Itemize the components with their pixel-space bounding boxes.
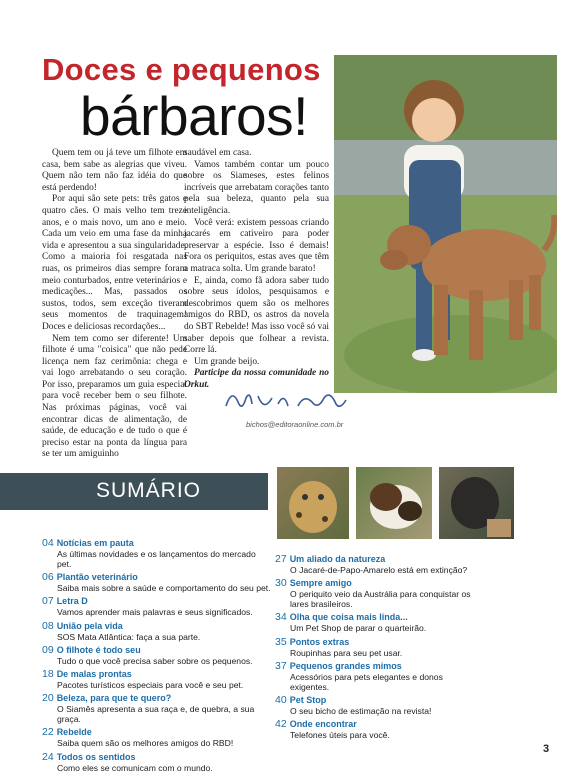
summary-title: SUMÁRIO — [96, 479, 202, 502]
article-column-2 — [184, 148, 329, 391]
summary-entry[interactable] — [42, 571, 272, 593]
entry-title: O filhote é todo seu — [56, 644, 141, 655]
summary-entry[interactable] — [275, 577, 475, 609]
entry-title: De malas prontas — [56, 668, 132, 679]
article-title-line2: bárbaros! — [80, 85, 308, 147]
summary-entry[interactable] — [275, 636, 475, 658]
page-number: 40 — [275, 693, 287, 706]
entry-title: União pela vida — [56, 620, 123, 631]
page-number: 37 — [275, 659, 287, 672]
entry-description: As últimas novidades e os lançamentos do mercado pet. — [57, 549, 256, 569]
article-paragraph: Vamos também contar um pouco sobre os Siameses, estes felinos incríveis que arrebatam corações tanto pela sua beleza, quanto pela sua inteligência. — [184, 159, 329, 216]
entry-description: O Jacaré-de-Papo-Amarelo está em extinção? — [290, 565, 468, 575]
entry-description: Roupinhas para seu pet usar. — [290, 647, 403, 658]
summary-entry[interactable] — [275, 611, 475, 633]
entry-title: Pontos extras — [289, 636, 350, 647]
summary-entry[interactable] — [275, 660, 475, 692]
article-paragraph: Por aqui são sete pets: três gatos e quatro cães. O mais velho tem treze anos, e o mais novo, um ano e meio. Cada um veio em uma fase da minha vida e apresentou a sua singularidade. Como a maioria foi resgatada nas ruas, os primeiros dias sempre foram meio conturbados, entre veterinários e medicações... Mas, passados os sustos, todos, sem exceção tiveram seus momentos de traquinagem! Doces e deliciosas recordações... — [42, 194, 187, 332]
page-number: 24 — [42, 750, 54, 763]
entry-description: O seu bicho de estimação na revista! — [290, 705, 432, 716]
page-number: 30 — [275, 577, 287, 590]
entry-title: Sempre amigo — [289, 578, 352, 589]
entry-description: Vamos aprender mais palavras e seus significados. — [57, 607, 253, 618]
article-column-1 — [42, 148, 187, 461]
ocelot-thumbnail — [277, 467, 349, 539]
entry-description: Como eles se comunicam com o mundo. — [57, 762, 213, 773]
page-number-footer: 3 — [543, 743, 550, 755]
entry-description: Tudo o que você precisa saber sobre os pequenos. — [57, 655, 253, 666]
entry-title: Pet Stop — [289, 694, 327, 705]
entry-title: Olha que coisa mais linda... — [289, 612, 408, 623]
summary-entry[interactable] — [275, 694, 475, 716]
page-number: 07 — [42, 595, 54, 608]
summary-entry[interactable] — [42, 620, 272, 642]
entry-title: Um aliado da natureza — [289, 554, 386, 564]
article-paragraph: Você verá: existem pessoas criando jacarés em cativeiro para poder preservar a espécie. Isso é demais! Fora os periquitos, estas aves que têm a matraca solta. Um grande barato! — [184, 217, 329, 274]
summary-list-right — [275, 553, 475, 742]
entry-title: Notícias em pauta — [56, 538, 134, 548]
summary-entry[interactable] — [42, 726, 272, 748]
article-title-line1: Doces e pequenos — [42, 52, 321, 87]
page-number: 08 — [42, 619, 54, 632]
page-number: 18 — [42, 667, 54, 680]
summary-entry[interactable] — [275, 553, 475, 575]
entry-description: O Siamês apresenta a sua raça e, de quebra, a sua graça. — [57, 704, 255, 725]
page-number: 35 — [275, 635, 287, 648]
page-number: 09 — [42, 643, 54, 656]
summary-entry[interactable] — [42, 692, 272, 724]
summary-list-left — [42, 537, 272, 775]
summary-entry[interactable] — [42, 751, 272, 773]
page-number: 34 — [275, 611, 287, 624]
article-closing: Participe da nossa comunidade no Orkut. — [184, 368, 329, 390]
summary-entry[interactable] — [275, 718, 475, 740]
black-dog-thumbnail — [439, 467, 514, 539]
page-number: 20 — [42, 692, 54, 705]
girl-with-dog-photo — [334, 55, 557, 393]
entry-description: Pacotes turísticos especiais para você e seu pet. — [57, 679, 244, 690]
page-number: 22 — [42, 726, 54, 739]
entry-title: Pequenos grandes mimos — [289, 660, 402, 671]
summary-entry[interactable] — [42, 644, 272, 666]
page-number: 04 — [42, 537, 54, 549]
summary-entry[interactable] — [42, 595, 272, 617]
entry-title: Rebelde — [56, 727, 92, 738]
page-number: 42 — [275, 718, 287, 731]
article-paragraph: Um grande beijo. — [194, 356, 260, 367]
entry-title: Beleza, para que te quero? — [56, 693, 172, 704]
page-number: 27 — [275, 553, 287, 565]
contact-email[interactable]: bichos@editoraonline.com.br — [246, 420, 344, 429]
entry-description: Saiba quem são os melhores amigos do RBD! — [57, 738, 234, 749]
entry-description: SOS Mata Atlântica: faça a sua parte. — [57, 631, 201, 642]
signature-image — [222, 386, 352, 416]
article-paragraph: saudável em casa. — [184, 148, 252, 158]
entry-description: Saiba mais sobre a saúde e comportamento do seu pet. — [57, 583, 271, 594]
entry-title: Plantão veterinário — [56, 572, 138, 583]
article-paragraph: Quem tem ou já teve um filhote em casa, bem sabe as alegrias que viveu. Quem não tem não faz idéia do que está perdendo! — [42, 148, 187, 193]
entry-title: Onde encontrar — [289, 719, 357, 730]
entry-description: Um Pet Shop de parar o quarteirão. — [290, 623, 427, 634]
beagle-thumbnail — [356, 467, 432, 539]
entry-description: O periquito veio da Austrália para conquistar os lares brasileiros. — [290, 589, 471, 610]
entry-title: Letra D — [56, 596, 88, 607]
page-number: 06 — [42, 571, 54, 584]
entry-description: Acessórios para pets elegantes e donos exigentes. — [290, 671, 443, 692]
summary-entry[interactable] — [42, 537, 272, 569]
article-paragraph: Nem tem como ser diferente! Um filhote é uma "coisica" que não pede licença nem faz cerimônia: chega e vai logo arrebatando o seu coração. Por isso, preparamos um guia especial para você receber bem o seu filhote. Nas próximas páginas, você vai encontrar dicas de alimentação, de saúde, de educação e de tudo o que é preciso estar na ponta da língua para se ter um amiguinho — [42, 333, 187, 460]
summary-entry[interactable] — [42, 668, 272, 690]
article-paragraph: E, ainda, como fã adora saber tudo sobre seus ídolos, pesquisamos e descobrimos quem são os melhores amigos do RBD, os astros da novela do SBT Rebelde! Mas isso você só vai saber depois que folhear a revista. Corre lá. — [184, 275, 329, 356]
entry-title: Todos os sentidos — [56, 751, 136, 762]
entry-description: Telefones úteis para você. — [290, 730, 390, 741]
